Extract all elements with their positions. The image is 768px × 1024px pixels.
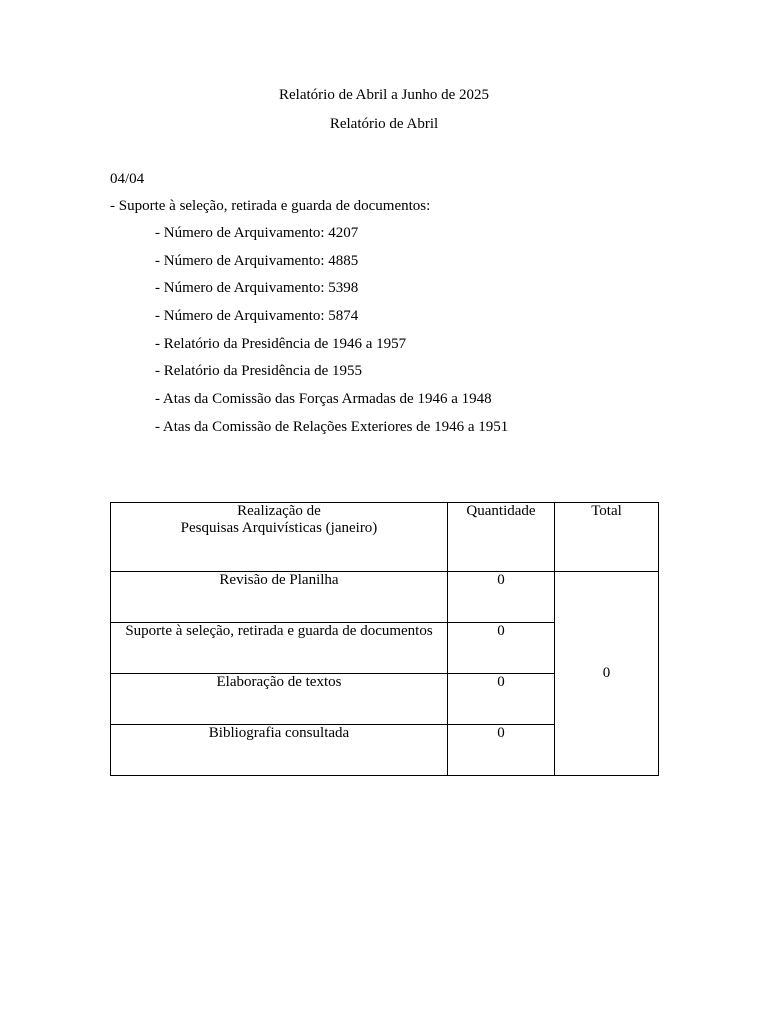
- report-subtitle: Relatório de Abril: [329, 116, 439, 132]
- row-quantity: 0: [448, 623, 555, 674]
- total-value: 0: [555, 572, 659, 776]
- list-item: - Número de Arquivamento: 4207: [155, 225, 359, 241]
- list-item: - Número de Arquivamento: 4885: [155, 252, 359, 269]
- row-activity: Bibliografia consultada: [111, 725, 448, 776]
- header-activity: [111, 503, 448, 572]
- row-quantity: 0: [448, 674, 555, 725]
- list-item: - Atas da Comissão das Forças Armadas de 1946 a 1948: [155, 391, 492, 408]
- section-heading: - Suporte à seleção, retirada e guarda de documentos:: [110, 198, 431, 214]
- row-activity: Elaboração de textos: [111, 674, 448, 725]
- table-row: [111, 572, 659, 623]
- list-item: - Relatório da Presidência de 1946 a 1957: [155, 335, 407, 352]
- header-total: Total: [555, 503, 659, 572]
- row-quantity: 0: [448, 725, 555, 776]
- header-quantity: Quantidade: [448, 503, 555, 572]
- list-item: - Número de Arquivamento: 5874: [155, 308, 359, 325]
- list-item: - Relatório da Presidência de 1955: [155, 363, 363, 380]
- list-item: - Atas da Comissão de Relações Exteriores de 1946 a 1951: [155, 418, 509, 435]
- document-item-list: [155, 224, 508, 446]
- table-header-row: [111, 503, 659, 572]
- list-item: - Número de Arquivamento: 5398: [155, 280, 359, 297]
- header-activity-line1: Realização de: [237, 503, 321, 519]
- header-activity-line2: Pesquisas Arquivísticas (janeiro): [180, 520, 378, 536]
- entry-date: 04/04: [110, 171, 145, 187]
- row-activity: Suporte à seleção, retirada e guarda de documentos: [111, 623, 448, 674]
- summary-table: [110, 502, 659, 776]
- report-title: Relatório de Abril a Junho de 2025: [279, 87, 489, 103]
- row-quantity: 0: [448, 572, 555, 623]
- row-activity: Revisão de Planilha: [111, 572, 448, 623]
